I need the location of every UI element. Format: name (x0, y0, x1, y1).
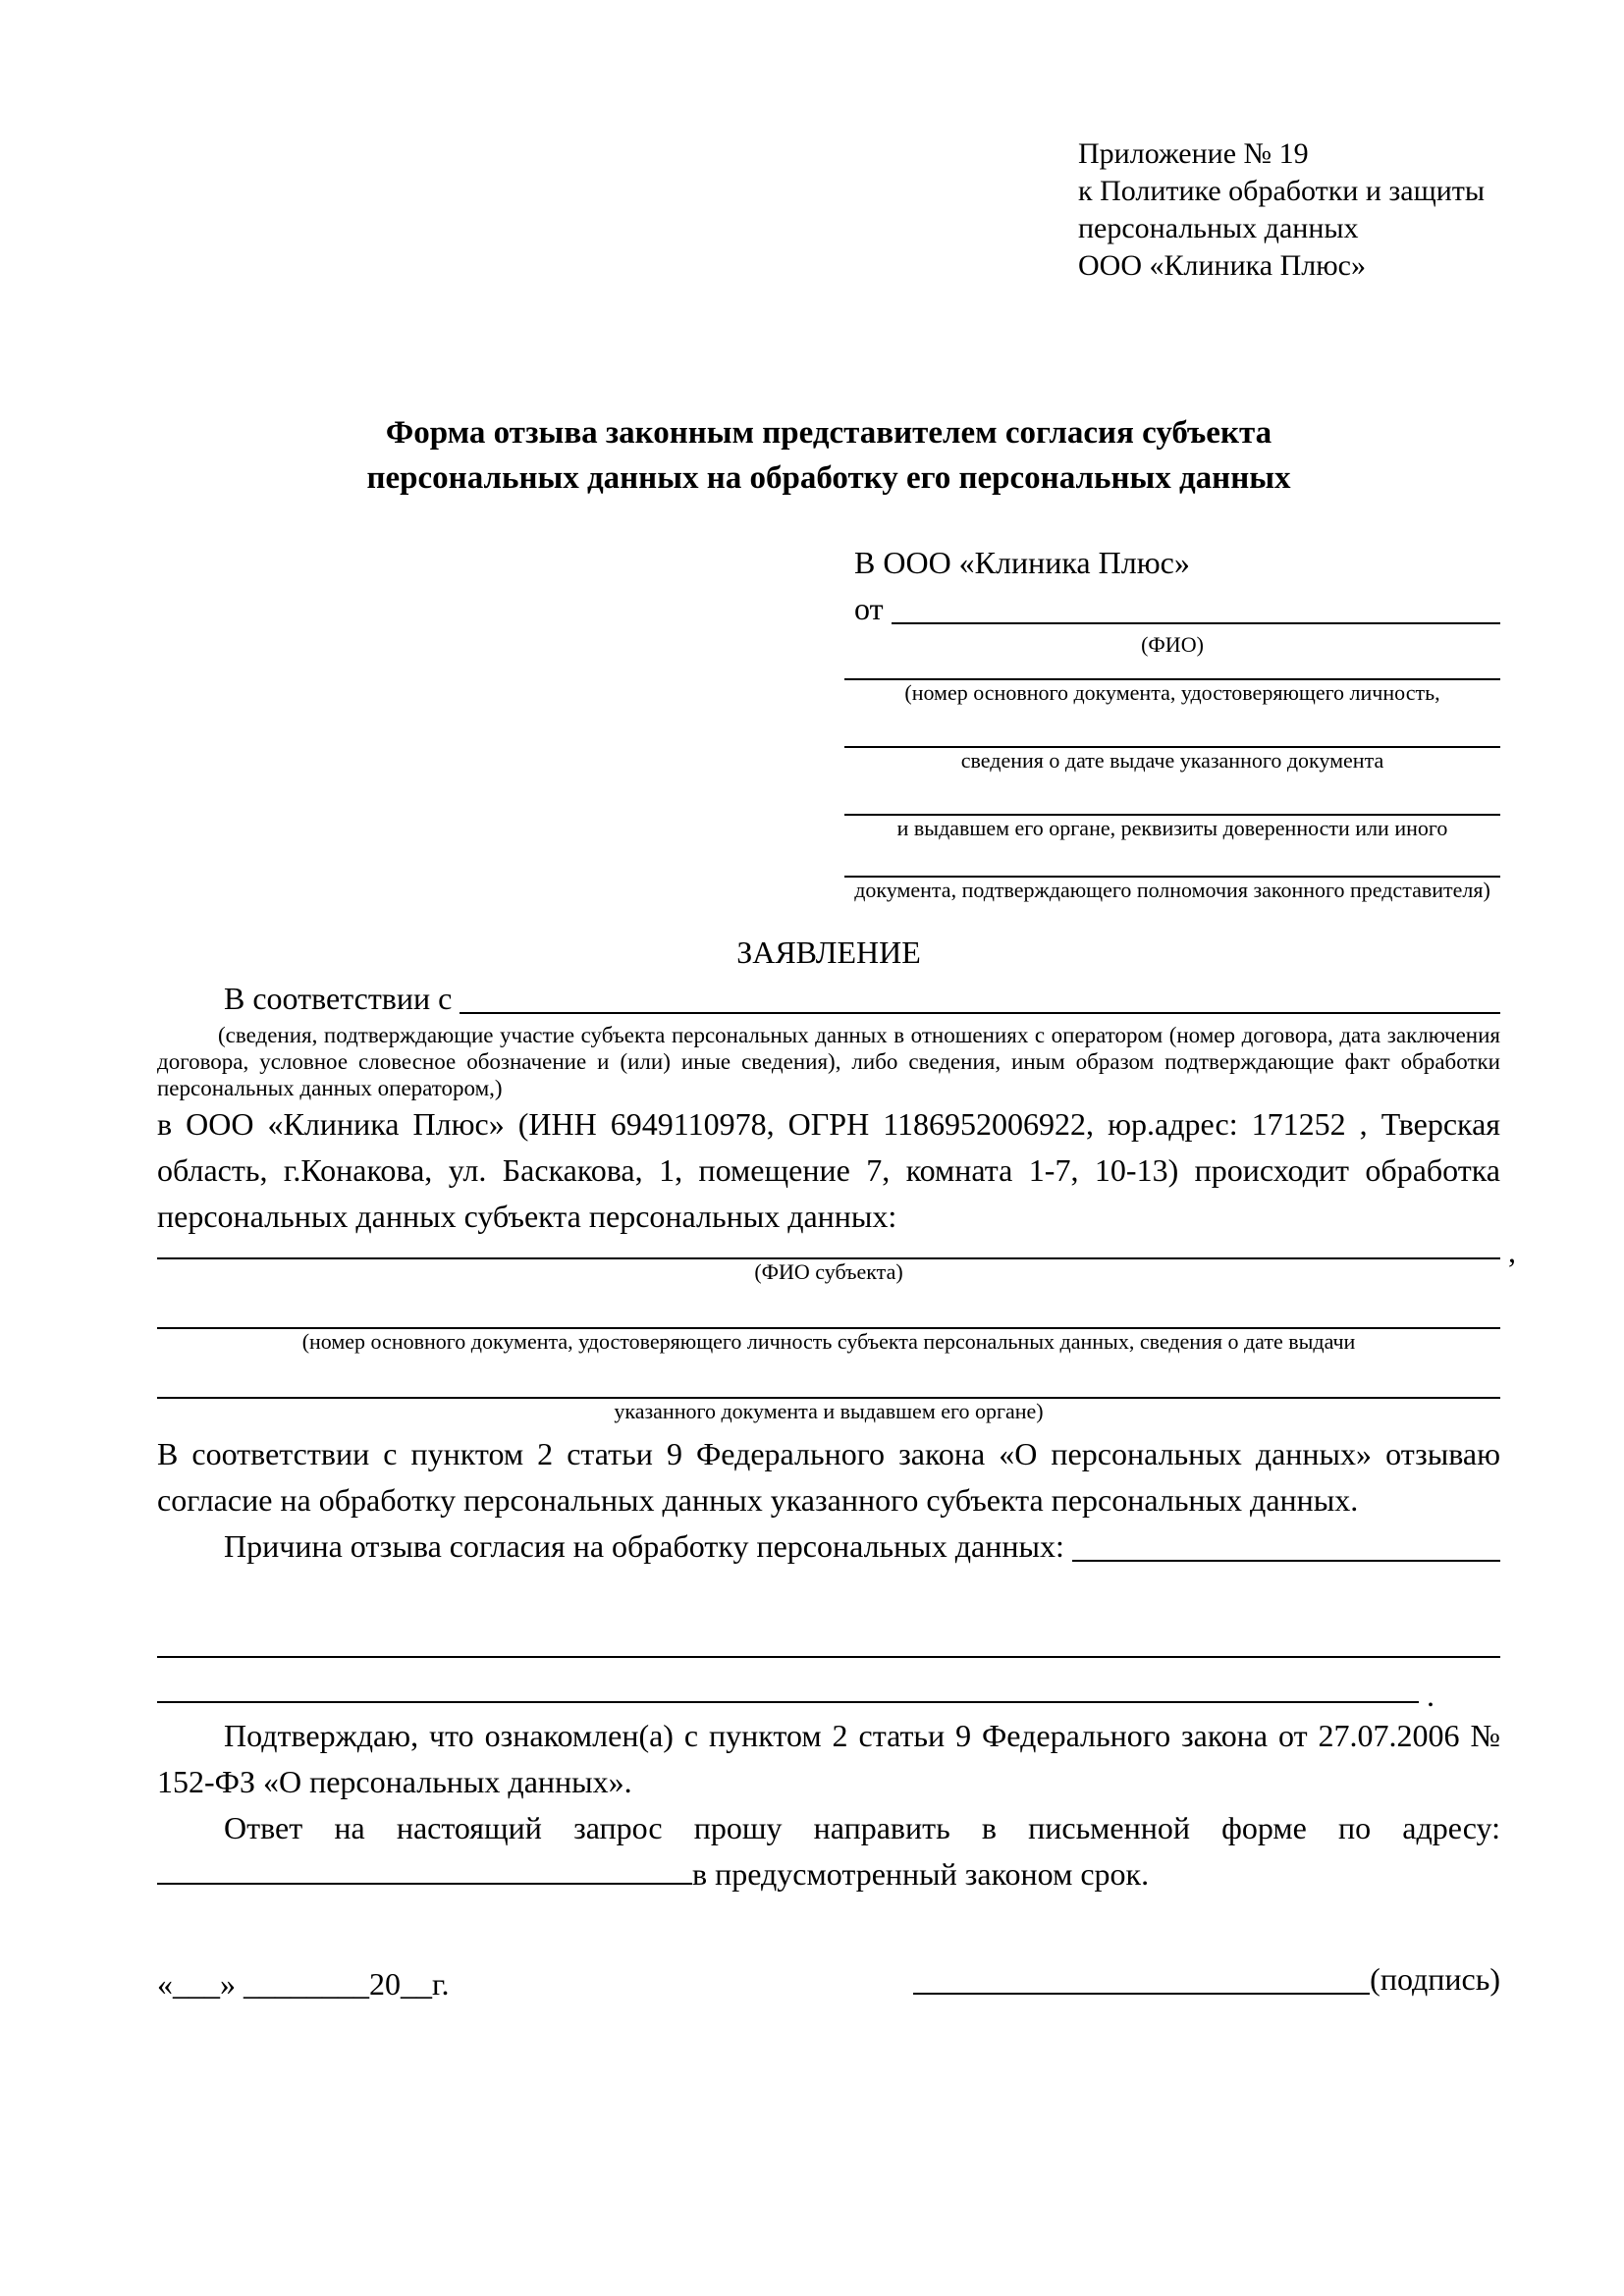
footer-row (157, 1956, 1500, 2007)
appendix-line: Приложение № 19 (1078, 137, 1309, 170)
subject-doc-caption-2: указанного документа и выдавшем его органе) (614, 1399, 1044, 1423)
reply-lead: Ответ на настоящий запрос прошу направить в письменной форме по адресу: (224, 1810, 1500, 1845)
reason-blank-line-2 (157, 1658, 1435, 1713)
doc-blank-line-3 (844, 773, 1500, 816)
subject-doc-line-1 (157, 1284, 1500, 1329)
reason-fill-line (1072, 1560, 1500, 1562)
intro-label: В соответствии с (224, 981, 453, 1016)
addressee-from-label: от (854, 591, 884, 626)
operator-paragraph: в ООО «Клиника Плюс» (ИНН 6949110978, ОГРН 1186952006922, юр.адрес: 171252 , Тверская область, г.Конакова, ул. Баскакова, 1, помещение 7, комната 1-7, 10-13) происходит обработка персональных данных субъекта персональных данных: (157, 1106, 1500, 1234)
reply-address-blank (157, 1856, 692, 1885)
reason-blank-line-1 (157, 1570, 1500, 1658)
appendix-header (1078, 135, 1505, 285)
withdraw-paragraph: В соответствии с пунктом 2 статьи 9 Федерального закона «О персональных данных» отзываю согласие на обработку персональных данных указанного субъекта персональных данных. (157, 1436, 1500, 1518)
subject-comma: , (1508, 1234, 1516, 1269)
statement-heading: ЗАЯВЛЕНИЕ (736, 934, 921, 970)
appendix-line: персональных данных (1078, 212, 1359, 244)
doc-caption-4: документа, подтверждающего полномочия законного представителя) (854, 878, 1490, 902)
intro-row (157, 976, 1500, 1022)
title-line: Форма отзыва законным представителем согласия субъекта (385, 415, 1272, 451)
line-terminator: . (1427, 1678, 1435, 1713)
doc-caption-1: (номер основного документа, удостоверяющего личность, (904, 680, 1440, 705)
addressee-block (844, 540, 1500, 902)
doc-blank-line-2 (844, 705, 1500, 748)
addressee-to: В ООО «Клиника Плюс» (854, 545, 1190, 580)
from-fill-line (892, 622, 1500, 624)
reply-tail: в предусмотренный законом срок. (692, 1856, 1150, 1892)
subject-fio-line (157, 1234, 1516, 1269)
title-line: персональных данных на обработку его персональных данных (366, 460, 1291, 496)
subject-doc-caption-1: (номер основного документа, удостоверяющего личность субъекта персональных данных, сведения о дате выдачи (301, 1329, 1356, 1354)
doc-blank-line-4 (844, 840, 1500, 878)
reason-row (157, 1523, 1500, 1570)
intro-note: (сведения, подтверждающие участие субъекта персональных данных в отношениях с оператором (номер договора, дата заключения договора, условное словесное обозначение и (или) иные сведения), либо сведения, иным образом подтверждающие факт обработки персональных данных оператором,) (157, 1023, 1500, 1100)
doc-blank-line-1 (844, 657, 1500, 680)
intro-fill-line (460, 1012, 1500, 1014)
addressee-from-row (844, 586, 1500, 632)
reason-label: Причина отзыва согласия на обработку персональных данных: (224, 1528, 1064, 1564)
appendix-line: к Политике обработки и защиты (1078, 175, 1486, 207)
subject-fio-caption: (ФИО субъекта) (754, 1259, 903, 1284)
date-line: «___» ________20__г. (157, 1966, 450, 2002)
signature-caption: (подпись) (1370, 1961, 1500, 1997)
fio-caption: (ФИО) (1141, 632, 1204, 657)
signature-block (913, 1956, 1500, 2002)
signature-line (913, 1993, 1370, 1995)
document-title (157, 410, 1500, 501)
confirm-paragraph: Подтверждаю, что ознакомлен(а) с пунктом 2 статьи 9 Федерального закона от 27.07.2006 № 152-ФЗ «О персональных данных». (157, 1718, 1500, 1799)
appendix-line: ООО «Клиника Плюс» (1078, 249, 1366, 282)
doc-caption-2: сведения о дате выдаче указанного документа (960, 748, 1384, 773)
subject-doc-line-2 (157, 1354, 1500, 1399)
reply-paragraph (157, 1805, 1500, 1897)
doc-caption-3: и выдавшем его органе, реквизиты доверенности или иного (896, 816, 1448, 840)
